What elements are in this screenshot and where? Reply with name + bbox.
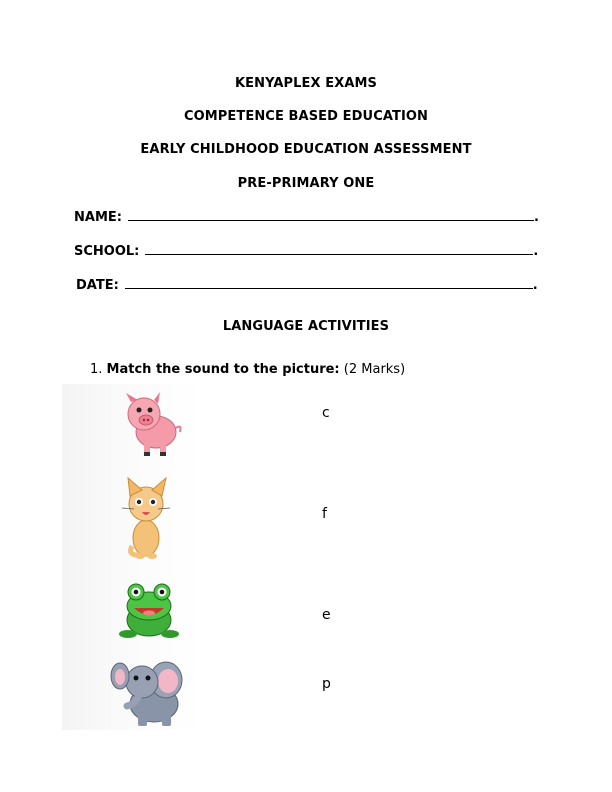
elephant-icon	[108, 656, 188, 730]
school-label: SCHOOL:	[74, 244, 140, 259]
question-instruction: Match the sound to the picture:	[106, 362, 340, 377]
date-terminator: .	[532, 278, 538, 293]
letter-f: f	[322, 506, 327, 522]
name-label: NAME:	[74, 210, 122, 225]
header-title: KENYAPLEX EXAMS	[234, 76, 378, 91]
header-subtitle: COMPETENCE BASED EDUCATION	[183, 109, 429, 124]
header-class: PRE-PRIMARY ONE	[237, 176, 375, 191]
name-line[interactable]	[128, 208, 534, 221]
header-assessment: EARLY CHILDHOOD EDUCATION ASSESSMENT	[140, 142, 472, 157]
question-number: 1.	[90, 362, 103, 377]
school-field[interactable]	[74, 242, 538, 259]
letter-c: c	[322, 405, 330, 421]
letter-e: e	[322, 607, 331, 623]
name-terminator: .	[533, 210, 539, 225]
cat-icon	[116, 476, 182, 562]
letter-p: p	[322, 676, 331, 692]
school-line[interactable]	[145, 242, 533, 255]
date-label: DATE:	[76, 278, 119, 293]
frog-icon	[116, 578, 182, 642]
pig-icon	[114, 390, 188, 462]
school-terminator: .	[533, 244, 539, 259]
section-title: LANGUAGE ACTIVITIES	[222, 319, 390, 334]
name-field[interactable]	[74, 208, 539, 225]
question-marks: (2 Marks)	[343, 362, 406, 377]
date-line[interactable]	[125, 276, 533, 289]
question-1	[90, 362, 405, 377]
date-field[interactable]	[76, 276, 538, 293]
